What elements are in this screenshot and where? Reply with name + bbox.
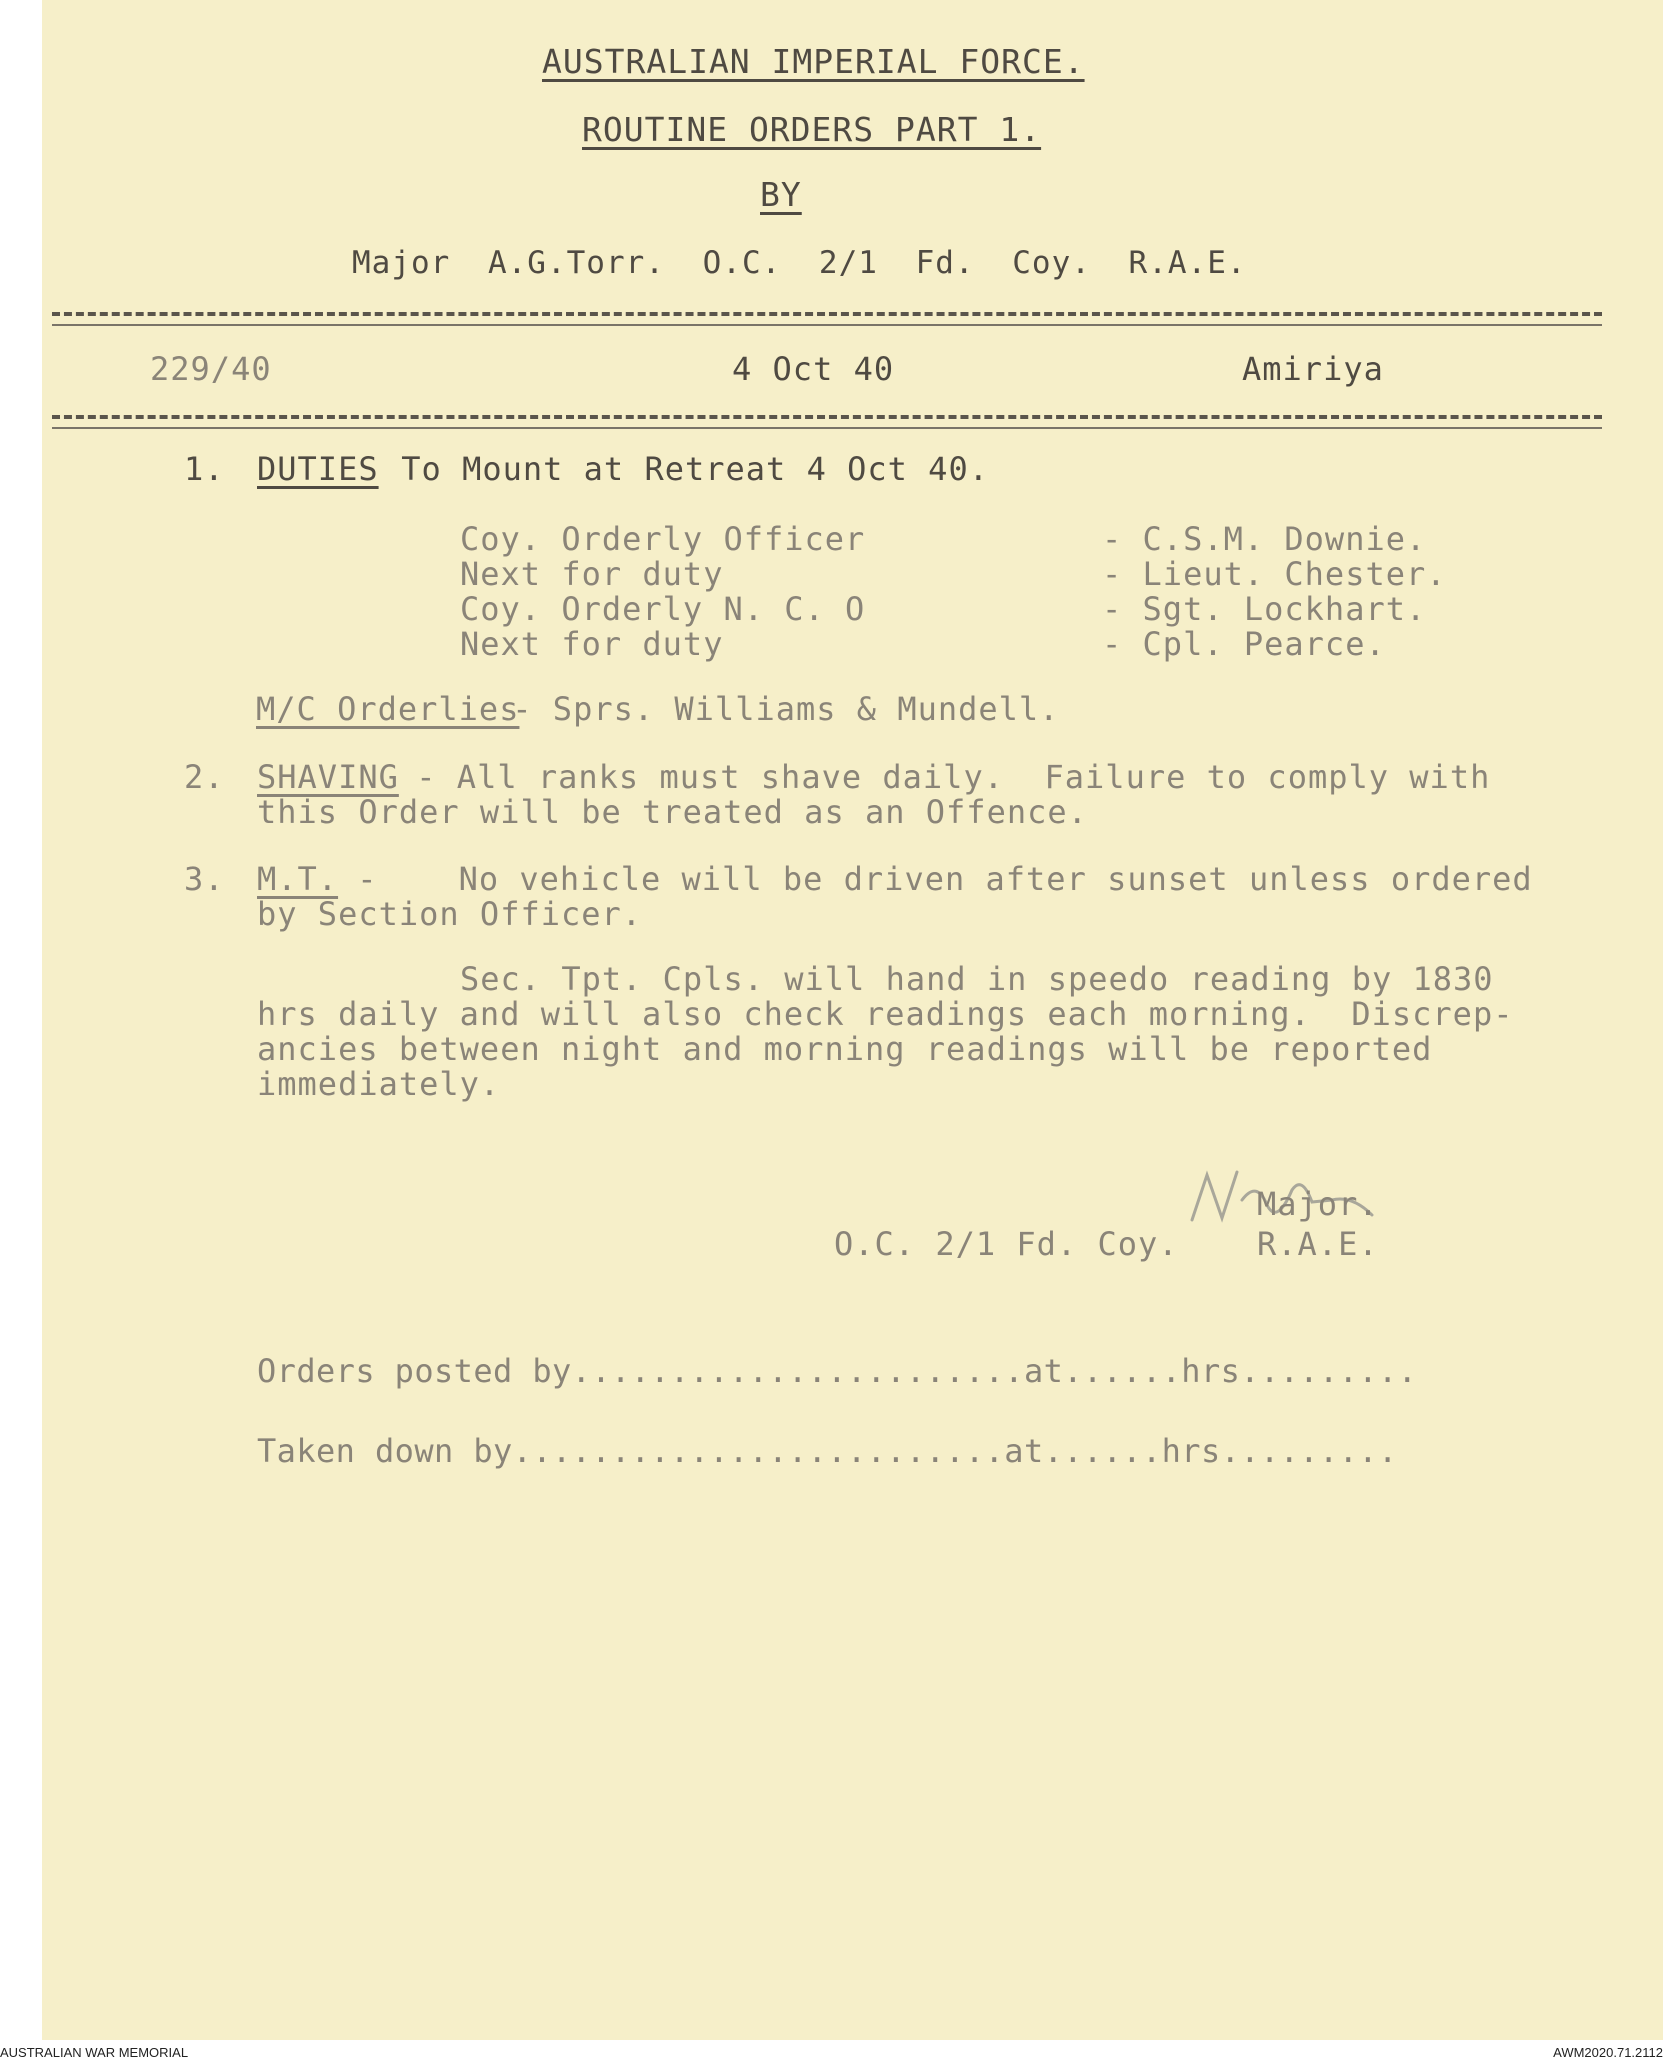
duty-role-4: Next for duty	[460, 625, 724, 663]
document-page	[42, 0, 1663, 2040]
taken-down-line: Taken down by.........................at......hrs.........	[257, 1432, 1398, 1470]
duty-role-2: Next for duty	[460, 555, 724, 593]
item3-heading: M.T.	[257, 860, 339, 898]
item1-heading: DUTIES	[257, 450, 379, 488]
signature-unit-right: R.A.E.	[1257, 1225, 1379, 1263]
top-rule-underline	[52, 324, 1602, 326]
bottom-rule	[52, 415, 1602, 419]
item3-number: 3.	[184, 860, 225, 898]
duty-name-4: - Cpl. Pearce.	[1102, 625, 1386, 663]
item3-para-line2: hrs daily and will also check readings each morning. Discrep-	[257, 995, 1514, 1033]
order-date: 4 Oct 40	[732, 350, 895, 388]
item3-para-line4: immediately.	[257, 1065, 501, 1103]
orders-posted-line: Orders posted by.......................at......hrs.........	[257, 1352, 1418, 1390]
item2-number: 2.	[184, 758, 225, 796]
item3-para-line1: Sec. Tpt. Cpls. will hand in speedo reading by 1830	[460, 960, 1494, 998]
item3-line1: - No vehicle will be driven after sunset unless ordered	[337, 860, 1533, 898]
signature-rank: Major.	[1257, 1185, 1379, 1223]
header-issuer: Major A.G.Torr. O.C. 2/1 Fd. Coy. R.A.E.	[352, 245, 1247, 281]
footer-left: AUSTRALIAN WAR MEMORIAL	[0, 2045, 189, 2060]
item3-line2: by Section Officer.	[257, 895, 643, 933]
item2-line2: this Order will be treated as an Offence.	[257, 793, 1088, 831]
duty-name-3: - Sgt. Lockhart.	[1102, 590, 1427, 628]
header-title: AUSTRALIAN IMPERIAL FORCE.	[542, 42, 1085, 81]
duty-name-2: - Lieut. Chester.	[1102, 555, 1447, 593]
footer-right: AWM2020.71.2112	[1553, 2045, 1663, 2060]
order-place: Amiriya	[1242, 350, 1384, 388]
header-by: BY	[760, 175, 802, 214]
mc-orderlies-heading: M/C Orderlies	[256, 690, 520, 728]
item2-line1: - All ranks must shave daily. Failure to comply with	[396, 758, 1491, 796]
signature-unit-left: O.C. 2/1 Fd. Coy.	[834, 1225, 1179, 1263]
item2-heading: SHAVING	[257, 758, 399, 796]
bottom-rule-underline	[52, 427, 1602, 429]
item3-para-line3: ancies between night and morning readings will be reported	[257, 1030, 1433, 1068]
item1-text: To Mount at Retreat 4 Oct 40.	[381, 450, 989, 488]
top-rule	[52, 312, 1602, 316]
duty-role-3: Coy. Orderly N. C. O	[460, 590, 866, 628]
duty-role-1: Coy. Orderly Officer	[460, 520, 866, 558]
duty-name-1: - C.S.M. Downie.	[1102, 520, 1427, 558]
item1-number: 1.	[184, 450, 225, 488]
mc-orderlies-text: - Sprs. Williams & Mundell.	[492, 690, 1060, 728]
header-subtitle: ROUTINE ORDERS PART 1.	[582, 110, 1042, 149]
order-number: 229/40	[150, 350, 272, 388]
